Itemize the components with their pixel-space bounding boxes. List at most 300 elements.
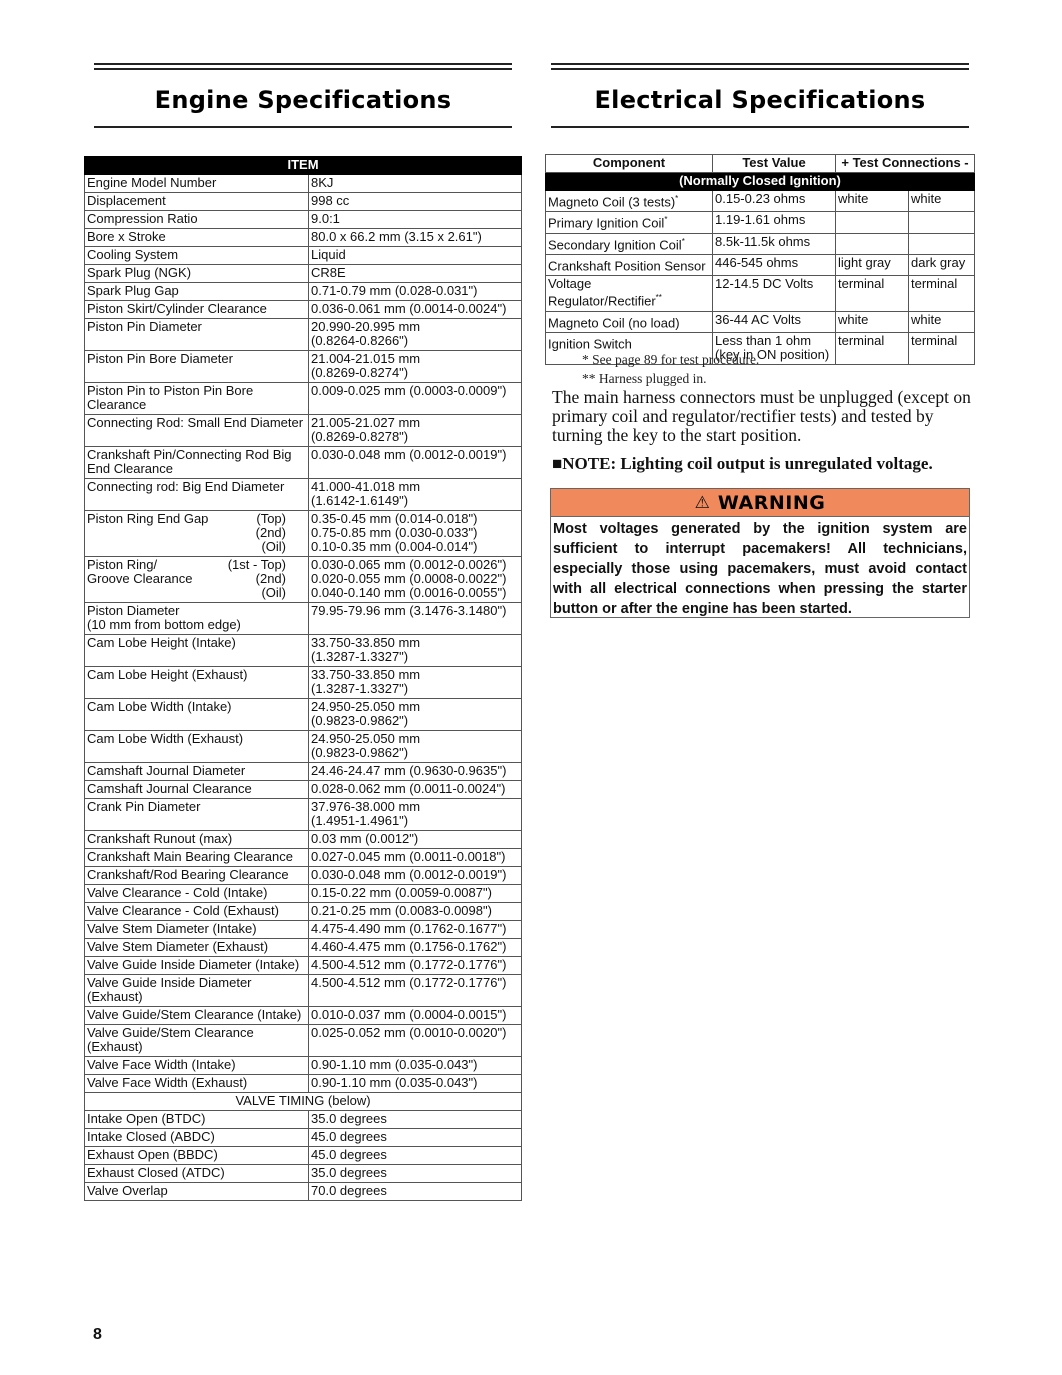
- spec-value-line: 0.030-0.065 mm (0.0012-0.0026"): [311, 557, 507, 572]
- spec-label-line: Valve Guide Inside Diameter: [87, 975, 252, 990]
- spec-sub-label: (2nd): [255, 525, 286, 540]
- ignition-section-row: (Normally Closed Ignition): [546, 173, 975, 191]
- positive-connection: [836, 233, 909, 254]
- table-row: [85, 1057, 522, 1075]
- spec-value: [309, 511, 522, 557]
- spec-value: [309, 903, 522, 921]
- spec-value: [309, 557, 522, 603]
- spec-label-line: Crank Pin Diameter: [87, 799, 201, 814]
- spec-value-line: 0.020-0.055 mm (0.0008-0.0022"): [311, 571, 507, 586]
- spec-label: [85, 229, 309, 247]
- spec-label-line: Cam Lobe Width (Exhaust): [87, 731, 244, 746]
- table-row: [85, 511, 522, 557]
- spec-label-line: Piston Pin Diameter: [87, 319, 202, 334]
- test-value: 1.19-1.61 ohms: [715, 212, 806, 228]
- spec-label-line: Cam Lobe Width (Intake): [87, 699, 232, 714]
- spec-label-line: Crankshaft Main Bearing Clearance: [87, 849, 293, 864]
- spec-value: [309, 1183, 522, 1201]
- spec-value: [309, 939, 522, 957]
- spec-label: [85, 247, 309, 265]
- table-row: [85, 975, 522, 1007]
- spec-value-line: (1.4951-1.4961"): [311, 813, 409, 828]
- spec-value-line: 4.500-4.512 mm (0.1772-0.1776"): [311, 975, 507, 990]
- spec-value-line: 80.0 x 66.2 mm (3.15 x 2.61"): [311, 229, 482, 244]
- engine-section-title: Engine Specifications: [154, 86, 452, 114]
- spec-value-line: 41.000-41.018 mm: [311, 479, 421, 494]
- table-row: [85, 635, 522, 667]
- page-number: 8: [93, 1326, 102, 1343]
- spec-label-line: Compression Ratio: [87, 211, 198, 226]
- table-row: [85, 781, 522, 799]
- spec-label-line: Bore x Stroke: [87, 229, 166, 244]
- spec-value: [309, 247, 522, 265]
- harness-paragraph: The main harness connectors must be unplugged (except on primary coil and regulator/rectifier tests) and tested by turning the key to the start position.: [552, 387, 971, 445]
- spec-label: [85, 319, 309, 351]
- spec-label: [85, 667, 309, 699]
- spec-value: [309, 479, 522, 511]
- spec-label: [85, 175, 309, 193]
- spec-value: [309, 319, 522, 351]
- spec-label-line: Piston Diameter: [87, 603, 180, 618]
- spec-value-line: 0.030-0.048 mm (0.0012-0.0019"): [311, 867, 507, 882]
- spec-label: [85, 447, 309, 479]
- negative-connection: [909, 233, 975, 254]
- spec-label: [85, 831, 309, 849]
- test-value: 36-44 AC Volts: [715, 311, 801, 327]
- test-value: 12-14.5 DC Volts: [715, 276, 814, 292]
- component-name: Secondary Ignition Coil: [548, 236, 682, 252]
- spec-value-line: 24.950-25.050 mm: [311, 699, 421, 714]
- spec-label: [85, 921, 309, 939]
- spec-value-line: 45.0 degrees: [311, 1129, 387, 1144]
- spec-label-line: Crankshaft/Rod Bearing Clearance: [87, 867, 289, 882]
- spec-label-line: Piston Ring End Gap: [87, 511, 209, 526]
- component-name: Magneto Coil (no load): [548, 314, 680, 330]
- warning-title: WARNING: [717, 491, 826, 514]
- spec-value-line: 21.005-21.027 mm: [311, 415, 421, 430]
- spec-value-line: 0.21-0.25 mm (0.0083-0.0098"): [311, 903, 492, 918]
- footnote-mark: *: [681, 236, 685, 246]
- table-row: [85, 265, 522, 283]
- spec-label-line: Cam Lobe Height (Intake): [87, 635, 236, 650]
- table-row: [85, 479, 522, 511]
- table-row: [85, 867, 522, 885]
- table-row: [546, 191, 975, 212]
- table-row: [85, 957, 522, 975]
- spec-label-line: Exhaust Closed (ATDC): [87, 1165, 225, 1180]
- component-name: Magneto Coil (3 tests): [548, 194, 676, 210]
- spec-label-line: Clearance: [87, 397, 147, 412]
- spec-label-line: Spark Plug Gap: [87, 283, 179, 298]
- positive-connection: [836, 212, 909, 233]
- spec-value-line: 35.0 degrees: [311, 1165, 387, 1180]
- spec-value-line: 24.46-24.47 mm (0.9630-0.9635"): [311, 763, 507, 778]
- component-name: Primary Ignition Coil: [548, 215, 665, 231]
- test-value: Less than 1 ohm: [715, 332, 812, 348]
- table-row: [546, 233, 975, 254]
- test-value-cell: [713, 254, 836, 275]
- electrical-spec-table: [545, 154, 975, 365]
- spec-label: [85, 939, 309, 957]
- spec-value: [309, 1147, 522, 1165]
- table-row: [85, 229, 522, 247]
- spec-label-line: Engine Model Number: [87, 175, 217, 190]
- spec-label: [85, 1057, 309, 1075]
- spec-value: [309, 1007, 522, 1025]
- spec-value-line: (0.8269-0.8274"): [311, 365, 409, 380]
- lighting-coil-note: ■NOTE: Lighting coil output is unregulated voltage.: [552, 454, 933, 473]
- spec-value-line: 0.03 mm (0.0012"): [311, 831, 419, 846]
- spec-label-line: Valve Face Width (Intake): [87, 1057, 236, 1072]
- table-row: [85, 319, 522, 351]
- warning-triangle-icon: ⚠: [694, 492, 710, 512]
- spec-label: [85, 557, 309, 603]
- negative-connection: dark gray: [909, 254, 975, 275]
- table-row: [85, 1165, 522, 1183]
- spec-value: [309, 781, 522, 799]
- table-row: [85, 885, 522, 903]
- component-name: Ignition Switch: [548, 336, 632, 352]
- spec-label-line: Valve Clearance - Cold (Exhaust): [87, 903, 279, 918]
- spec-label: [85, 1147, 309, 1165]
- spec-value: [309, 849, 522, 867]
- spec-value-line: 0.15-0.22 mm (0.0059-0.0087"): [311, 885, 492, 900]
- table-row: [85, 247, 522, 265]
- table-row: [85, 175, 522, 193]
- spec-sub-label: (2nd): [255, 571, 286, 586]
- spec-label: [85, 1075, 309, 1093]
- table-row: [85, 1129, 522, 1147]
- spec-value-line: 0.90-1.10 mm (0.035-0.043"): [311, 1075, 478, 1090]
- spec-label-line: Cooling System: [87, 247, 179, 262]
- spec-value-line: (0.9823-0.9862"): [311, 713, 409, 728]
- positive-connection: terminal: [836, 332, 909, 364]
- spec-label-line: End Clearance: [87, 461, 173, 476]
- spec-value-line: (0.8269-0.8278"): [311, 429, 409, 444]
- spec-label: [85, 867, 309, 885]
- warning-text: Most voltages generated by the ignition system are sufficient to interrupt pacemakers! All technicians, especially those using pacemakers, must avoid contact with all electrical connections when pressing the starter button or after the engine has been started.: [553, 521, 967, 617]
- spec-label-line: Camshaft Journal Diameter: [87, 763, 246, 778]
- spec-value: [309, 867, 522, 885]
- spec-value: [309, 921, 522, 939]
- negative-connection: [909, 212, 975, 233]
- table-row: [85, 351, 522, 383]
- table-row: [546, 276, 975, 311]
- spec-value-line: 0.010-0.037 mm (0.0004-0.0015"): [311, 1007, 507, 1022]
- warning-header: [551, 489, 969, 517]
- col-test-connections: + Test Connections -: [836, 155, 975, 173]
- table-row: [85, 383, 522, 415]
- spec-label-line: (10 mm from bottom edge): [87, 617, 241, 632]
- table-row: [85, 1183, 522, 1201]
- spec-value: [309, 1111, 522, 1129]
- spec-label: [85, 1183, 309, 1201]
- spec-label-line: Piston Skirt/Cylinder Clearance: [87, 301, 267, 316]
- table-row: [85, 193, 522, 211]
- spec-value: [309, 351, 522, 383]
- test-value: 0.15-0.23 ohms: [715, 191, 806, 206]
- test-value: 446-545 ohms: [715, 254, 799, 270]
- spec-value-line: (0.9823-0.9862"): [311, 745, 409, 760]
- spec-value: [309, 1025, 522, 1057]
- spec-value-line: 8KJ: [311, 175, 334, 190]
- spec-label-line: Valve Guide/Stem Clearance (Intake): [87, 1007, 302, 1022]
- spec-value-line: (1.6142-1.6149"): [311, 493, 409, 508]
- spec-label: [85, 1007, 309, 1025]
- table-row: [85, 557, 522, 603]
- spec-value-line: 35.0 degrees: [311, 1111, 387, 1126]
- footnote-mark: **: [655, 293, 662, 303]
- spec-label: [85, 781, 309, 799]
- component-cell: [546, 254, 713, 275]
- electrical-title-bottom-rule: [551, 126, 969, 128]
- spec-label: [85, 479, 309, 511]
- spec-value-line: 0.027-0.045 mm (0.0011-0.0018"): [311, 849, 506, 864]
- spec-label-line: Connecting rod: Big End Diameter: [87, 479, 285, 494]
- spec-value-line: 0.040-0.140 mm (0.0016-0.0055"): [311, 585, 507, 600]
- positive-connection: terminal: [836, 276, 909, 311]
- spec-value: [309, 383, 522, 415]
- spec-label-line: Crankshaft Runout (max): [87, 831, 233, 846]
- spec-label-line: Valve Stem Diameter (Exhaust): [87, 939, 269, 954]
- component-cell: [546, 212, 713, 233]
- spec-value-line: Liquid: [311, 247, 346, 262]
- negative-connection: terminal: [909, 332, 975, 364]
- spec-label: [85, 1165, 309, 1183]
- spec-value: [309, 283, 522, 301]
- table-row: [85, 799, 522, 831]
- engine-title-bottom-rule: [94, 126, 512, 128]
- table-row: [85, 301, 522, 319]
- table-row: [546, 311, 975, 332]
- col-component: Component: [546, 155, 713, 173]
- table-row: [546, 212, 975, 233]
- spec-value-line: (1.3287-1.3327"): [311, 681, 409, 696]
- engine-spec-table: [84, 156, 522, 1201]
- warning-box: [550, 488, 970, 618]
- spec-label-line: Piston Pin Bore Diameter: [87, 351, 233, 366]
- table-row: [85, 1025, 522, 1057]
- footnote-mark: *: [664, 215, 668, 225]
- spec-sub-label: (Oil): [261, 539, 286, 554]
- spec-value: [309, 699, 522, 731]
- spec-label: [85, 699, 309, 731]
- spec-value-line: 998 cc: [311, 193, 350, 208]
- spec-value-line: 24.950-25.050 mm: [311, 731, 421, 746]
- negative-connection: white: [909, 191, 975, 212]
- table-row: [85, 415, 522, 447]
- spec-label: [85, 351, 309, 383]
- test-value: 8.5k-11.5k ohms: [715, 233, 811, 249]
- spec-value: [309, 957, 522, 975]
- spec-label: [85, 283, 309, 301]
- spec-value-line: 0.71-0.79 mm (0.028-0.031"): [311, 283, 478, 298]
- spec-value: [309, 301, 522, 319]
- spec-label-line: Camshaft Journal Clearance: [87, 781, 252, 796]
- spec-label-line: Displacement: [87, 193, 166, 208]
- spec-sub-label: (Oil): [261, 585, 286, 600]
- electrical-title-top-rule: [551, 63, 969, 70]
- spec-value: [309, 667, 522, 699]
- spec-value-line: 33.750-33.850 mm: [311, 635, 421, 650]
- spec-sub-label: (Top): [256, 511, 286, 526]
- spec-value-line: 0.036-0.061 mm (0.0014-0.0024"): [311, 301, 507, 316]
- component-name: Crankshaft Position Sensor: [548, 258, 706, 274]
- spec-value-line: 0.90-1.10 mm (0.035-0.043"): [311, 1057, 478, 1072]
- test-value-cell: [713, 191, 836, 212]
- spec-value: [309, 885, 522, 903]
- table-row: [85, 1147, 522, 1165]
- table-row: [85, 699, 522, 731]
- spec-label-line: Valve Stem Diameter (Intake): [87, 921, 257, 936]
- spec-value-line: (0.8264-0.8266"): [311, 333, 409, 348]
- spec-label: [85, 603, 309, 635]
- engine-table-header: ITEM: [85, 157, 522, 175]
- component-name: Voltage: [548, 276, 592, 292]
- spec-value-line: 20.990-20.995 mm: [311, 319, 421, 334]
- spec-value: [309, 1129, 522, 1147]
- spec-value-line: 0.10-0.35 mm (0.004-0.014"): [311, 539, 478, 554]
- spec-label: [85, 1129, 309, 1147]
- spec-label-line: Valve Guide/Stem Clearance: [87, 1025, 254, 1040]
- electrical-section-title: Electrical Specifications: [594, 86, 926, 114]
- table-row: [85, 447, 522, 479]
- spec-label-line: Connecting Rod: Small End Diameter: [87, 415, 304, 430]
- table-row: [85, 939, 522, 957]
- spec-label: [85, 193, 309, 211]
- spec-value: [309, 1165, 522, 1183]
- spec-value-line: 37.976-38.000 mm: [311, 799, 421, 814]
- spec-value-line: 21.004-21.015 mm: [311, 351, 421, 366]
- footnote-harness: ** Harness plugged in.: [582, 371, 707, 386]
- spec-value-line: 0.025-0.052 mm (0.0010-0.0020"): [311, 1025, 507, 1040]
- test-value-cell: [713, 212, 836, 233]
- component-cell: [546, 233, 713, 254]
- spec-label: [85, 731, 309, 763]
- spec-label-line: Intake Closed (ABDC): [87, 1129, 215, 1144]
- spec-value: [309, 799, 522, 831]
- spec-value-line: 0.75-0.85 mm (0.030-0.033"): [311, 525, 478, 540]
- test-value-cell: [713, 311, 836, 332]
- spec-label-line: Piston Pin to Piston Pin Bore: [87, 383, 254, 398]
- spec-value-line: 33.750-33.850 mm: [311, 667, 421, 682]
- spec-value: [309, 447, 522, 479]
- table-row: [85, 731, 522, 763]
- table-row: [85, 667, 522, 699]
- spec-label-line: Valve Guide Inside Diameter (Intake): [87, 957, 300, 972]
- col-test-value: Test Value: [713, 155, 836, 173]
- spec-label-line: Crankshaft Pin/Connecting Rod Big: [87, 447, 292, 462]
- positive-connection: light gray: [836, 254, 909, 275]
- spec-value-line: 4.500-4.512 mm (0.1772-0.1776"): [311, 957, 507, 972]
- table-row: [85, 211, 522, 229]
- spec-label: [85, 957, 309, 975]
- table-row: [85, 831, 522, 849]
- spec-label: [85, 211, 309, 229]
- spec-label: [85, 635, 309, 667]
- spec-value-line: 0.030-0.048 mm (0.0012-0.0019"): [311, 447, 507, 462]
- spec-value-line: 70.0 degrees: [311, 1183, 387, 1198]
- test-value-cell: [713, 276, 836, 311]
- spec-value: [309, 831, 522, 849]
- spec-label-line: Cam Lobe Height (Exhaust): [87, 667, 248, 682]
- spec-label-line: Piston Ring/: [87, 557, 158, 572]
- table-row: [85, 1075, 522, 1093]
- spec-label: [85, 1111, 309, 1129]
- spec-label-line: (Exhaust): [87, 989, 143, 1004]
- spec-value: [309, 193, 522, 211]
- spec-label: [85, 975, 309, 1007]
- spec-value-line: CR8E: [311, 265, 346, 280]
- spec-label: [85, 511, 309, 557]
- spec-label-line: Exhaust Open (BBDC): [87, 1147, 218, 1162]
- engine-title-top-rule: [94, 63, 512, 70]
- spec-label: [85, 849, 309, 867]
- spec-label: [85, 265, 309, 283]
- table-row: [85, 1111, 522, 1129]
- component-name: Regulator/Rectifier: [548, 293, 656, 309]
- valve-timing-header-row: [85, 1093, 522, 1111]
- table-row: [546, 254, 975, 275]
- table-row: [85, 903, 522, 921]
- spec-label: [85, 799, 309, 831]
- spec-value-line: (1.3287-1.3327"): [311, 649, 409, 664]
- spec-value: [309, 763, 522, 781]
- spec-label-line: Groove Clearance: [87, 571, 193, 586]
- spec-label: [85, 301, 309, 319]
- table-row: [85, 1007, 522, 1025]
- spec-value: [309, 229, 522, 247]
- positive-connection: white: [836, 191, 909, 212]
- spec-value: [309, 975, 522, 1007]
- spec-value: [309, 1057, 522, 1075]
- spec-value-line: 45.0 degrees: [311, 1147, 387, 1162]
- spec-label: [85, 763, 309, 781]
- spec-label: [85, 885, 309, 903]
- spec-value-line: 0.028-0.062 mm (0.0011-0.0024"): [311, 781, 506, 796]
- table-row: [85, 603, 522, 635]
- spec-value-line: 4.475-4.490 mm (0.1762-0.1677"): [311, 921, 507, 936]
- negative-connection: terminal: [909, 276, 975, 311]
- spec-value: [309, 1075, 522, 1093]
- spec-value: [309, 731, 522, 763]
- spec-value-line: 0.35-0.45 mm (0.014-0.018"): [311, 511, 478, 526]
- spec-value-line: 4.460-4.475 mm (0.1756-0.1762"): [311, 939, 507, 954]
- spec-label-line: Valve Face Width (Exhaust): [87, 1075, 248, 1090]
- footnote-mark: *: [675, 194, 679, 203]
- component-cell: [546, 311, 713, 332]
- spec-value-line: 9.0:1: [311, 211, 340, 226]
- test-value-cell: [713, 233, 836, 254]
- spec-value: [309, 175, 522, 193]
- spec-value: [309, 211, 522, 229]
- table-row: [85, 849, 522, 867]
- spec-label-line: Spark Plug (NGK): [87, 265, 192, 280]
- table-row: [85, 763, 522, 781]
- test-value: (key in ON position): [715, 346, 830, 362]
- footnote-test-procedure: * See page 89 for test procedure.: [582, 352, 760, 367]
- spec-label-line: Valve Overlap: [87, 1183, 168, 1198]
- spec-label-line: Intake Open (BTDC): [87, 1111, 206, 1126]
- spec-sub-label: (1st - Top): [227, 557, 286, 572]
- spec-label: [85, 903, 309, 921]
- component-cell: [546, 276, 713, 311]
- spec-label: [85, 1025, 309, 1057]
- spec-value: [309, 635, 522, 667]
- spec-label: [85, 415, 309, 447]
- table-row: [85, 921, 522, 939]
- spec-value-line: 79.95-79.96 mm (3.1476-3.1480"): [311, 603, 507, 618]
